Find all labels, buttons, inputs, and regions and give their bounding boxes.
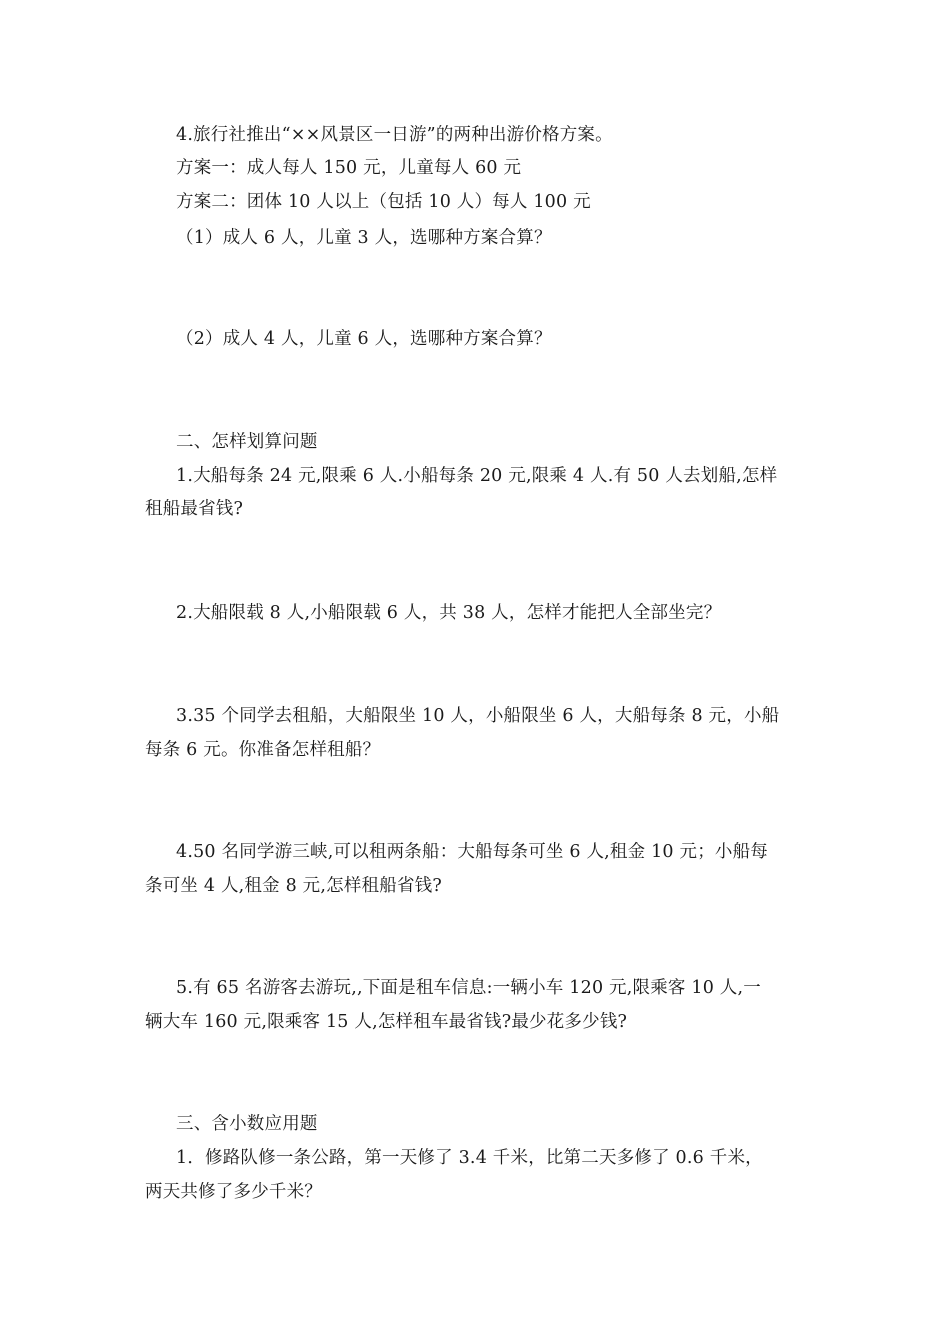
s3-question-1-line-2: 两天共修了多少千米？ (145, 1182, 322, 1202)
s2-question-1-line-2: 租船最省钱? (145, 499, 244, 519)
question-4-title: 4.旅行社推出“××风景区一日游”的两种出游价格方案。 (176, 125, 613, 145)
s2-question-1-line-1: 1.大船每条 24 元,限乘 6 人.小船每条 20 元,限乘 4 人.有 50 人去划船,怎样 (176, 466, 778, 486)
sub-question-2: （2）成人 4 人，儿童 6 人，选哪种方案合算？ (176, 329, 552, 349)
s2-question-5-line-2: 辆大车 160 元,限乘客 15 人,怎样租车最省钱?最少花多少钱? (145, 1012, 628, 1032)
s2-question-2-line-1: 2.大船限载 8 人,小船限载 6 人，共 38 人，怎样才能把人全部坐完？ (176, 603, 722, 623)
plan-one: 方案一：成人每人 150 元，儿童每人 60 元 (176, 158, 522, 178)
plan-two: 方案二：团体 10 人以上（包括 10 人）每人 100 元 (176, 192, 591, 212)
s2-question-4-line-2: 条可坐 4 人,租金 8 元,怎样租船省钱? (145, 876, 442, 896)
sub-question-1: （1）成人 6 人，儿童 3 人，选哪种方案合算？ (176, 228, 552, 248)
s2-question-5-line-1: 5.有 65 名游客去游玩,,下面是租车信息:一辆小车 120 元,限乘客 10 人,一 (176, 978, 761, 998)
section-2-heading: 二、怎样划算问题 (176, 432, 318, 452)
section-3-heading: 三、含小数应用题 (176, 1114, 318, 1134)
s2-question-3-line-1: 3.35 个同学去租船，大船限坐 10 人，小船限坐 6 人，大船每条 8 元，小船 (176, 706, 780, 726)
s3-question-1-line-1: 1．修路队修一条公路，第一天修了 3.4 千米，比第二天多修了 0.6 千米， (176, 1148, 763, 1168)
s2-question-4-line-1: 4.50 名同学游三峡,可以租两条船：大船每条可坐 6 人,租金 10 元；小船每 (176, 842, 769, 862)
s2-question-3-line-2: 每条 6 元。你准备怎样租船？ (145, 740, 381, 760)
